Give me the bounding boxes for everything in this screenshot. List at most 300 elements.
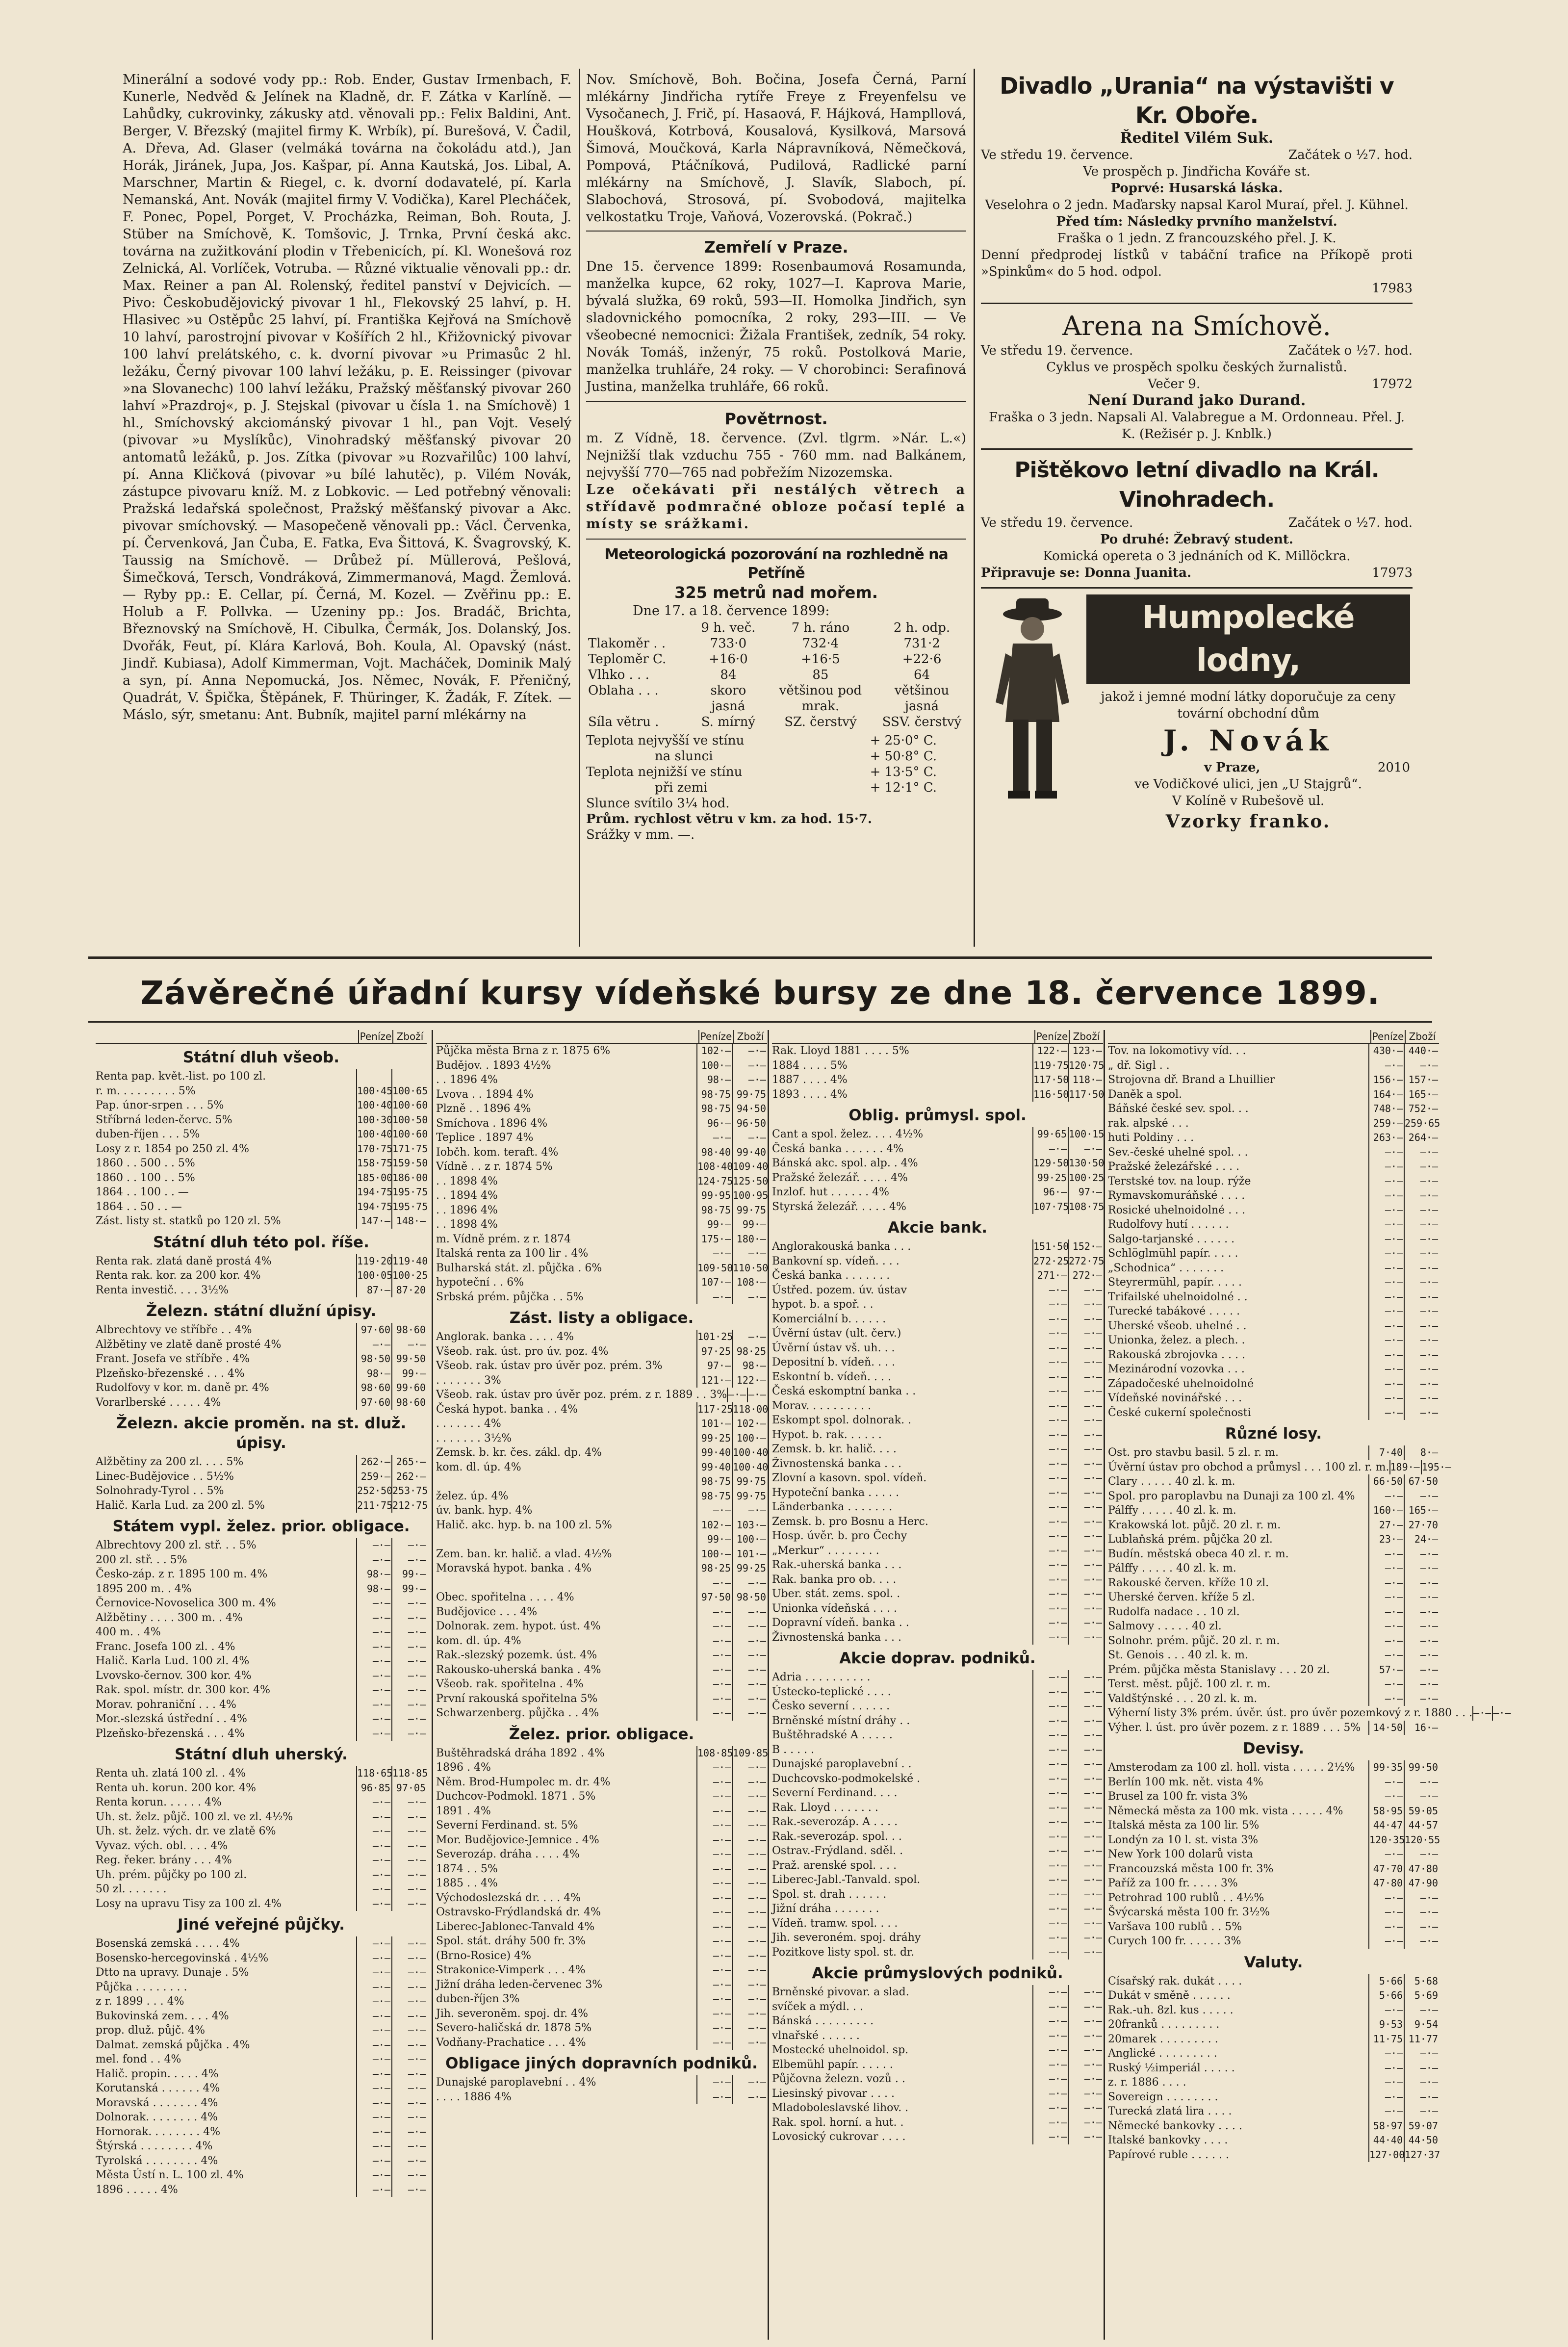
stock-row — [1108, 2133, 1439, 2148]
goods-price: —·— — [1068, 1601, 1103, 1616]
goods-price: 253·75 — [391, 1484, 427, 1498]
stock-row — [96, 1712, 427, 1727]
goods-price: 186·00 — [391, 1171, 427, 1186]
security-name: Valdštýnské . . . 20 zl. k. m. — [1108, 1692, 1258, 1705]
goods-price: —·— — [391, 2110, 427, 2125]
stock-row — [1108, 1905, 1439, 1920]
stock-row — [772, 1587, 1103, 1601]
meteo-col-header: 7 h. ráno — [791, 620, 850, 635]
security-name: Pozitkove listy spol. st. dr. — [772, 1946, 915, 1959]
money-price: —·— — [1032, 1714, 1068, 1728]
money-price: 98·50 — [356, 1352, 391, 1367]
security-name: želez. úp. 4% — [436, 1490, 509, 1502]
stock-row — [436, 1188, 767, 1203]
stock-row — [772, 1171, 1103, 1186]
security-name: Uherské všeob. uhelné . . — [1108, 1319, 1247, 1332]
money-price: 100·40 — [356, 1127, 391, 1142]
goods-price: —·— — [1404, 1246, 1439, 1261]
goods-price: —·— — [1404, 1406, 1439, 1420]
money-price: 99·40 — [696, 1460, 732, 1475]
stock-row — [96, 1171, 427, 1186]
goods-price: 262·— — [391, 1470, 427, 1484]
stock-row — [436, 2007, 767, 2021]
security-name: Ostravsko-Frýdlandská dr. 4% — [436, 1906, 601, 1918]
urania-title: Divadlo „Urania“ na výstavišti v Kr. Oboře. — [1000, 73, 1394, 129]
money-price: —·— — [356, 1810, 391, 1825]
hat-merchant: J. Novák — [1163, 724, 1334, 757]
security-name: Uh. prém. půjčky po 100 zl. — [96, 1868, 247, 1881]
stock-row — [1108, 1833, 1439, 1848]
stock-row — [436, 1619, 767, 1634]
goods-price: —·— — [1068, 2000, 1103, 2014]
money-price: —·— — [1032, 1630, 1068, 1645]
stock-section-title: Želez. prior. obligace. — [509, 1725, 694, 1743]
divider — [586, 231, 966, 232]
goods-price: 99·— — [391, 1567, 427, 1582]
stock-row — [436, 1833, 767, 1848]
money-price: —·— — [696, 1634, 732, 1649]
stock-row — [436, 1102, 767, 1116]
stock-row — [772, 1815, 1103, 1830]
security-name: Dunajské paroplavební . . 4% — [436, 2076, 596, 2089]
goods-price: 96·50 — [732, 1116, 767, 1131]
divider — [586, 401, 966, 402]
money-price: 97·50 — [696, 1590, 732, 1605]
goods-price: —·— — [732, 1330, 767, 1344]
goods-price: —·— — [1068, 1630, 1103, 1645]
stock-row — [436, 1417, 767, 1431]
security-name: Pálffy . . . . . 40 zl. k. m. — [1108, 1562, 1236, 1574]
money-price: —·— — [1472, 1706, 1492, 1721]
goods-price: 100·— — [732, 1431, 767, 1446]
goods-price: —·— — [1404, 1203, 1439, 1218]
security-name: Všeob. rak. úst. pro úv. poz. 4% — [436, 1345, 609, 1358]
stock-row — [1108, 1102, 1439, 1116]
security-name: Plzeňsko-březenská . . . 4% — [96, 1727, 245, 1740]
stock-section-title: Zást. listy a obligace. — [509, 1309, 694, 1327]
money-price: —·— — [1032, 1931, 1068, 1945]
goods-price: —·— — [732, 2007, 767, 2021]
money-price: 118·65 — [356, 1766, 391, 1781]
stock-row — [1108, 1547, 1439, 1562]
stock-row — [772, 2072, 1103, 2087]
money-price: —·— — [1032, 1515, 1068, 1529]
security-name: Berlín 100 mk. nět. vista 4% — [1108, 1776, 1263, 1788]
money-price: —·— — [1032, 1587, 1068, 1601]
security-name: Paříž za 100 fr. . . . . 3% — [1108, 1877, 1238, 1889]
money-price: —·— — [356, 1882, 391, 1897]
money-price: —·— — [1032, 1887, 1068, 1902]
stock-row — [96, 2038, 427, 2053]
money-price: —·— — [1032, 1457, 1068, 1471]
meteo-col-header: 9 h. več. — [701, 620, 756, 635]
goods-price: —·— — [391, 2168, 427, 2183]
money-price: —·— — [696, 2007, 732, 2021]
goods-price: —·— — [1068, 1757, 1103, 1772]
goods-price: 16·— — [1404, 1721, 1439, 1735]
urania-desc: Veselohra o 2 jedn. Maďarsky napsal Karol Muraí, přel. J. Kühnel. — [985, 198, 1409, 212]
stock-row — [436, 1663, 767, 1677]
goods-price: —·— — [391, 1669, 427, 1683]
money-price: —·— — [1032, 1772, 1068, 1786]
goods-price: —·— — [732, 1648, 767, 1663]
security-name: St. Genois . . . 40 zl. k. m. — [1108, 1649, 1248, 1661]
security-name: Vídeňské novinářské . . . — [1108, 1392, 1242, 1404]
goods-price: —·— — [1404, 1891, 1439, 1906]
stock-row — [436, 1232, 767, 1247]
goods-price: —·— — [732, 1576, 767, 1591]
goods-price: —·— — [1068, 1283, 1103, 1298]
stock-row — [96, 1127, 427, 1142]
money-price: —·— — [696, 1677, 732, 1692]
hat-ref: 2010 — [1377, 760, 1410, 775]
money-price: 211·75 — [356, 1498, 391, 1513]
stock-row — [96, 1839, 427, 1854]
stock-row — [436, 1891, 767, 1906]
security-name: hypot. b. a spoř. . . — [772, 1298, 874, 1311]
goods-price: 272·— — [1068, 1268, 1103, 1283]
money-price: —·— — [696, 1605, 732, 1620]
weather-report: m. Z Vídně, 18. července. (Zvl. tlgrm. »Nár. L.«) Nejnižší tlak vzduchu 755 - 760 mm. nad Balkánem, nejvyšší 770—765 nad pobřežím Nizozemska. — [586, 431, 966, 480]
stock-section-title: Železn. státní dlužní úpisy. — [146, 1302, 377, 1320]
stock-row — [772, 1268, 1103, 1283]
goods-price: —·— — [732, 1891, 767, 1906]
money-price: —·— — [1032, 1428, 1068, 1443]
stock-row — [1108, 1073, 1439, 1087]
goods-price: —·— — [1068, 1370, 1103, 1385]
stock-row — [436, 1847, 767, 1862]
stock-row — [96, 1980, 427, 1995]
hat-title: Humpolecké lodny, — [1086, 594, 1410, 684]
money-price: —·— — [696, 1978, 732, 1992]
money-price: 119·20 — [356, 1254, 391, 1269]
goods-price: —·— — [1404, 1232, 1439, 1247]
goods-price: —·— — [391, 1868, 427, 1883]
goods-price: —·— — [391, 1839, 427, 1854]
security-name: vlnařské . . . . . . — [772, 2029, 860, 2042]
stock-row — [1108, 2046, 1439, 2061]
stock-row — [436, 1431, 767, 1446]
stock-section-title: Devisy. — [1242, 1740, 1305, 1757]
goods-price: —·— — [391, 2139, 427, 2154]
money-price: —·— — [1368, 1362, 1404, 1377]
money-price: —·— — [1032, 1326, 1068, 1341]
security-name: Salgo-tarjanské . . . . . . — [1108, 1233, 1235, 1245]
stock-row — [96, 1538, 427, 1553]
stock-section-title: Státní dluh uherský. — [175, 1746, 348, 1763]
security-name: Německá města za 100 mk. vista . . . . . 4% — [1108, 1805, 1343, 1817]
security-name: 400 m. . 4% — [96, 1626, 161, 1638]
donors-continued: Nov. Smíchově, Boh. Bočina, Josefa Černá, Parní mlékárny Jindřicha rytíře Freye z Freyenfelsu ve Vysočanech, J. Frič, pí. Hasaová, F. Hájková, Hampllová, Houšková, Kotrbová, Kousalová, Kysilková, Marsová Šimová, Moučková, Karla Nápravníková, Němečková, Pompová, Ptáčníková, Pudilová, Radlické parní mlékárny na Smíchově, J. Slavík, Slaboch, pí. Slabochová, Strosová, pí. Svobodová, majitelka velkostatku Troje, Vaňová, Vozerovská. (Pokrač.) — [586, 72, 966, 225]
security-name: Losy na upravu Tisy za 100 zl. 4% — [96, 1897, 282, 1910]
money-price: 175·— — [696, 1232, 732, 1247]
goods-price: —·— — [1404, 1174, 1439, 1189]
security-name: 1864 . . 100 . . — — [96, 1186, 189, 1198]
goods-price: —·— — [391, 1640, 427, 1654]
money-price: —·— — [1032, 1500, 1068, 1515]
security-name: Liberec-Jablonec-Tanvald 4% — [436, 1920, 595, 1933]
security-name: 1893 . . . . 4% — [772, 1088, 848, 1101]
goods-price: 47·90 — [1404, 1876, 1439, 1891]
security-name: Vídeň. tramw. spol. . . . — [772, 1917, 898, 1930]
goods-price: 97·— — [1068, 1185, 1103, 1200]
goods-price: 47·80 — [1404, 1862, 1439, 1877]
money-price: 100·— — [696, 1547, 732, 1562]
stock-row — [772, 1801, 1103, 1815]
money-price: 102·— — [696, 1518, 732, 1533]
money-header: Peníze — [698, 1030, 733, 1043]
money-price: —·— — [1032, 1685, 1068, 1700]
goods-price: 9·54 — [1404, 2017, 1439, 2032]
security-name: Západočeské uhelnoidolné — [1108, 1377, 1254, 1390]
stock-row — [772, 2058, 1103, 2072]
security-name: duben-říjen . . . 5% — [96, 1128, 200, 1140]
goods-price: 99·75 — [732, 1474, 767, 1489]
money-price: —·— — [696, 1963, 732, 1978]
money-price: 97·— — [696, 1359, 732, 1373]
stock-row — [1108, 1561, 1439, 1576]
security-name: Pražské železářské . . . . — [1108, 1161, 1240, 1173]
goods-price: 117·50 — [1068, 1087, 1103, 1102]
column-rule-2 — [974, 69, 975, 947]
urania-ref: 17983 — [1372, 281, 1413, 296]
money-price: —·— — [356, 2125, 391, 2140]
goods-price: —·— — [1068, 2029, 1103, 2043]
money-price: —·— — [1032, 1399, 1068, 1414]
money-price: —·— — [356, 1824, 391, 1839]
stock-row — [436, 1275, 767, 1290]
security-name: Korutanská . . . . . . 4% — [96, 2082, 220, 2094]
security-name: Prém. půjčka města Stanislavy . . . 20 zl. — [1108, 1663, 1330, 1676]
security-name: Ruský ½imperiál . . . . . — [1108, 2062, 1235, 2074]
goods-price: 100·60 — [391, 1098, 427, 1113]
goods-price: —·— — [732, 1706, 767, 1721]
money-price: —·— — [696, 1876, 732, 1891]
security-name: Italská renta za 100 lir . 4% — [436, 1247, 589, 1260]
security-name: Zemsk. b. kr. halič. . . . — [772, 1443, 897, 1455]
security-name: Mor. Budějovice-Jemnice . 4% — [436, 1833, 599, 1846]
money-price: —·— — [1368, 1058, 1404, 1073]
money-price: 47·70 — [1368, 1862, 1404, 1877]
goods-price: 118·00 — [732, 1402, 767, 1417]
stock-row — [436, 2036, 767, 2050]
money-price: —·— — [696, 1833, 732, 1848]
money-price: 185·00 — [356, 1171, 391, 1186]
money-price: 66·50 — [1368, 1474, 1404, 1489]
stock-row — [436, 1706, 767, 1721]
money-header: Peníze — [358, 1030, 392, 1043]
goods-price: 265·— — [391, 1455, 427, 1470]
goods-price: —·— — [732, 1804, 767, 1819]
stock-row — [96, 1254, 427, 1269]
stock-row — [96, 1553, 427, 1568]
security-name: Rak.-uherská banka . . . — [772, 1559, 902, 1571]
security-name: Dunajské paroplavební . . — [772, 1758, 912, 1770]
goods-price: —·— — [391, 1611, 427, 1625]
goods-price: 100·25 — [391, 1268, 427, 1283]
money-price: —·— — [1368, 1590, 1404, 1605]
goods-price: 99·25 — [732, 1561, 767, 1576]
weather-title: Povětrnost. — [724, 410, 828, 428]
stock-row — [96, 1669, 427, 1683]
stock-row — [1108, 1275, 1439, 1290]
security-name: Spol. st. drah . . . . . . — [772, 1888, 887, 1901]
stock-row — [96, 1654, 427, 1669]
security-name: Renta uh. zlatá 100 zl. . 4% — [96, 1767, 246, 1780]
stock-row — [772, 1529, 1103, 1544]
money-price: —·— — [1032, 1728, 1068, 1743]
security-name: Česká banka . . . . . . . — [772, 1269, 890, 1282]
security-name: Vodňany-Prachatice . . . 4% — [436, 2036, 586, 2049]
stock-row — [96, 2139, 427, 2154]
money-price: 147·— — [356, 1214, 391, 1229]
stock-row — [436, 1373, 767, 1388]
security-name: Depositní b. vídeň. . . . — [772, 1356, 896, 1368]
security-name: Dolnorak. zem. hypot. úst. 4% — [436, 1620, 601, 1632]
security-name: (Brno-Rosice) 4% — [436, 1949, 532, 1962]
security-name: 1874 . . 5% — [436, 1862, 498, 1875]
goods-price: 99·— — [391, 1367, 427, 1381]
money-price: —·— — [1032, 1670, 1068, 1685]
security-name: Brněnské místní dráhy . . — [772, 1714, 910, 1727]
goods-price — [391, 1069, 427, 1084]
goods-price: —·— — [391, 1853, 427, 1868]
stock-row — [1108, 1847, 1439, 1862]
money-price: 97·25 — [696, 1344, 732, 1359]
stock-column — [96, 1030, 427, 2340]
meteo-extra: Teplota nejvyšší ve stínu + 25·0° C. na slunci + 50·8° C. Teplota nejnižší ve stínu + 13·5° C. při zemi + 12·1° C. Slunce svítilo 3¼ hod. Prům. rychlost větru v km. za hod. 15·7. Srážky v mm. —. — [586, 733, 937, 842]
stock-row — [772, 1399, 1103, 1414]
stock-row — [436, 1058, 767, 1073]
money-price: —·— — [696, 1290, 732, 1305]
security-name: Zást. listy st. statků po 120 zl. 5% — [96, 1215, 281, 1227]
goods-price: —·— — [391, 1965, 427, 1980]
money-price: —·— — [356, 1611, 391, 1625]
security-name: Brněnské pivovar. a slad. — [772, 1986, 909, 1998]
security-name: Východoslezská dr. . . . 4% — [436, 1891, 581, 1904]
goods-price: —·— — [391, 1338, 427, 1352]
goods-price: —·— — [1068, 1714, 1103, 1728]
money-price: —·— — [1368, 1920, 1404, 1934]
stock-row — [1108, 1116, 1439, 1131]
goods-price: —·— — [1068, 1486, 1103, 1500]
security-name: Bankovní sp. vídeň. . . . — [772, 1255, 900, 1267]
security-name: Bosenská zemská . . . . 4% — [96, 1937, 240, 1950]
goods-price: —·— — [1068, 2101, 1103, 2115]
goods-price: —·— — [732, 1605, 767, 1620]
security-name: „Merkur“ . . . . . . . . — [772, 1544, 879, 1557]
money-price: 124·75 — [696, 1174, 732, 1189]
meteo-row: Síla větru . S. mírný SZ. čerstvý SSV. čerstvý — [588, 715, 962, 729]
security-name: Francouzská města 100 fr. 3% — [1108, 1862, 1274, 1875]
goods-price: 180·— — [732, 1232, 767, 1247]
security-name: „ dř. Sigl . . — [1108, 1059, 1170, 1072]
security-name: . . 1898 4% — [436, 1218, 498, 1231]
stock-row — [1108, 1789, 1439, 1804]
security-name: Terst. měst. půjč. 100 zl. r. m. — [1108, 1678, 1271, 1690]
goods-header: Zboží — [1069, 1030, 1103, 1043]
stock-row — [436, 1388, 767, 1402]
stock-row — [1108, 1934, 1439, 1949]
money-price: 23·— — [1368, 1532, 1404, 1547]
money-price: —·— — [1368, 2046, 1404, 2061]
money-price: —·— — [1368, 1304, 1404, 1319]
stock-row — [1108, 2017, 1439, 2032]
goods-price: 752·— — [1404, 1102, 1439, 1116]
stock-row — [436, 1174, 767, 1189]
stock-row — [96, 1698, 427, 1712]
stock-row — [1108, 1474, 1439, 1489]
money-header: Peníze — [1034, 1030, 1069, 1043]
security-name: Mor.-slezská ústřední . . 4% — [96, 1713, 247, 1725]
security-name: . . . . 1886 4% — [436, 2090, 512, 2103]
stock-row — [772, 1728, 1103, 1743]
hat-branch: V Kolíně v Rubešově ul. — [1172, 794, 1325, 808]
security-name: Mostecké uhelnoidol. sp. — [772, 2044, 909, 2056]
security-name: Plzeňsko-březenské . . . 4% — [96, 1367, 245, 1380]
money-price: 748·— — [1368, 1102, 1404, 1116]
goods-price: —·— — [1068, 2058, 1103, 2072]
money-price: 164·— — [1368, 1087, 1404, 1102]
goods-price: —·— — [1404, 1789, 1439, 1804]
security-name: Půjčovna železn. vozů . . — [772, 2073, 905, 2085]
money-price: 87·— — [356, 1283, 391, 1298]
goods-price: —·— — [391, 1810, 427, 1825]
money-price: —·— — [1032, 1283, 1068, 1298]
stock-row — [1108, 1391, 1439, 1406]
goods-price: —·— — [391, 1596, 427, 1611]
security-name: Severozáp. dráha . . . . 4% — [436, 1848, 580, 1860]
ads-column — [981, 71, 1413, 949]
urania-start: Začátek o ½7. hod. — [1288, 148, 1413, 162]
goods-price: —·— — [732, 1760, 767, 1775]
money-price: 116·50 — [1032, 1087, 1068, 1102]
stock-section-title: Různé losy. — [1225, 1425, 1322, 1443]
stock-row — [436, 1445, 767, 1460]
money-price: —·— — [1368, 1188, 1404, 1203]
security-name: Hypoteční banka . . . . . — [772, 1486, 900, 1499]
stock-row — [772, 1297, 1103, 1312]
security-name: . . 1896 4% — [436, 1204, 498, 1216]
goods-price: —·— — [1404, 1489, 1439, 1504]
goods-price: —·— — [1068, 1326, 1103, 1341]
money-price: 98·40 — [696, 1145, 732, 1160]
stock-section-title: Valuty. — [1244, 1953, 1303, 1971]
money-price: —·— — [1368, 1203, 1404, 1218]
pistek-play: Po druhé: Žebravý student. — [1100, 532, 1293, 547]
stock-row — [96, 1810, 427, 1825]
goods-price: —·— — [1068, 1728, 1103, 1743]
security-name: Eskontní b. vídeň. . . . — [772, 1370, 891, 1383]
goods-price: 100·50 — [391, 1113, 427, 1128]
goods-price: —·— — [747, 1388, 767, 1402]
security-name: Rak.-severozáp. spol. . . — [772, 1830, 902, 1843]
goods-price: —·— — [732, 1818, 767, 1833]
money-price: 158·75 — [356, 1156, 391, 1171]
money-price: —·— — [1032, 1471, 1068, 1486]
hat-address: ve Vodičkové ulici, jen „U Stajgrů“. — [1134, 777, 1362, 792]
money-price: —·— — [1032, 1985, 1068, 2000]
security-name: Varšava 100 rublů . . 5% — [1108, 1920, 1242, 1933]
security-name: Rak. banka pro ob. . . . — [772, 1573, 897, 1586]
security-name: Stříbrná leden-červc. 5% — [96, 1113, 232, 1126]
security-name: Pražské železář. . . . . 4% — [772, 1171, 908, 1184]
goods-price: —·— — [732, 1934, 767, 1949]
goods-price: 130·50 — [1068, 1156, 1103, 1171]
goods-price: —·— — [1068, 1786, 1103, 1801]
security-name: Albrechtovy ve stříbře . . 4% — [96, 1324, 252, 1336]
money-price: —·— — [356, 2023, 391, 2038]
